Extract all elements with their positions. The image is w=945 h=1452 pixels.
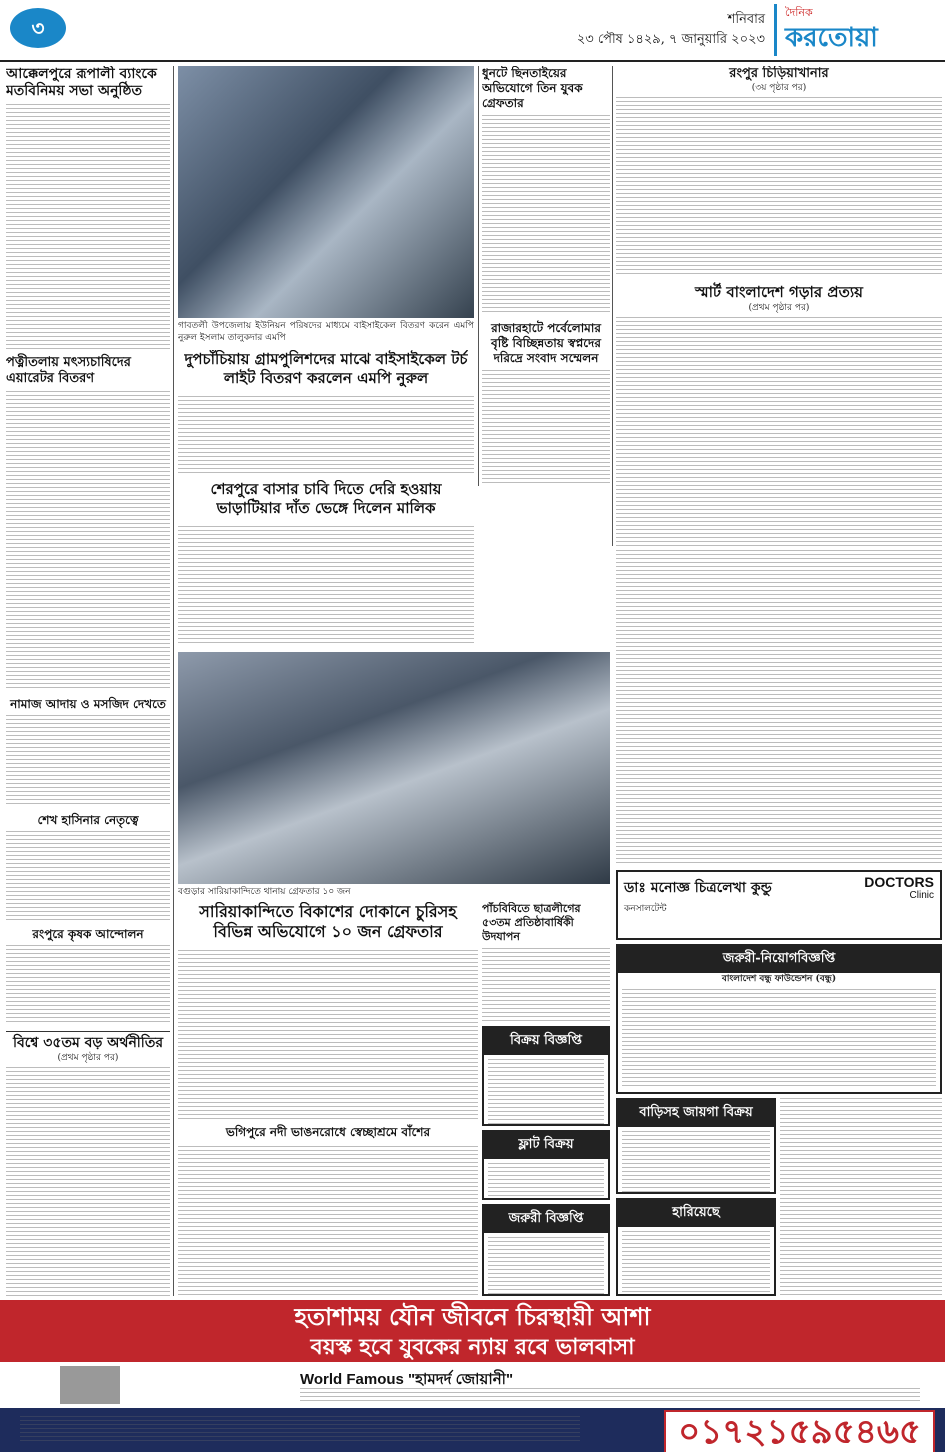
photo-arrested-ten xyxy=(178,652,610,884)
article-body xyxy=(178,526,474,646)
ad-body xyxy=(622,1231,770,1296)
ad-body xyxy=(780,1098,942,1296)
headline-dupchanchia: দুপচাঁচিয়ায় গ্রামপুলিশদের মাঝে বাইসাইকেল টর্চ লাইট বিতরণ করলেন এমপি নুরুল xyxy=(184,350,468,387)
headline-sheikh-hasina: শেখ হাসিনার নেতৃত্বে xyxy=(37,813,139,827)
banner-address xyxy=(20,1416,580,1444)
article-body xyxy=(6,104,170,349)
continued-label: (প্রথম পৃষ্ঠার পর) xyxy=(57,1053,119,1063)
continued-label: (৩য় পৃষ্ঠার পর) xyxy=(751,83,807,93)
banner-text xyxy=(300,1388,920,1404)
column-left xyxy=(6,66,170,1296)
world-famous-label: World Famous "হামদর্দ জোয়ানী" xyxy=(300,1371,514,1388)
ad-land xyxy=(616,1098,776,1194)
doctors-sub: Clinic xyxy=(909,890,934,901)
banner-line-1: হতাশাময় যৌন জীবনে চিরস্থায়ী আশা xyxy=(294,1302,651,1331)
article-body xyxy=(482,115,610,315)
headline-akkelpur: আক্কেলপুরে রূপালী ব্যাংকে মতবিনিময় সভা অনুষ্ঠিত xyxy=(6,66,157,99)
column-divider xyxy=(612,66,613,546)
consultant-label: কনসালটেন্ট xyxy=(624,904,667,914)
masthead xyxy=(0,0,945,62)
article-body xyxy=(482,948,610,1022)
ad-title: বাড়িসহ জায়গা বিক্রয় xyxy=(618,1100,774,1127)
product-photo xyxy=(60,1366,120,1404)
dateline xyxy=(577,10,765,50)
doctor-name: ডাঃ মনোজ্ঞ চিত্রলেখা কুন্ডু xyxy=(624,879,772,896)
headline-panchbibi: পাঁচবিবিতে ছাত্রলীগের ৫৩তম প্রতিষ্ঠাবার্ষিকী উদযাপন xyxy=(482,902,581,943)
headline-rajarhat: রাজারহাটে পর্বেলোমার বৃষ্টি বিচ্ছিন্নতায় স্বপ্নদের দরিদ্রে সংবাদ সম্মেলন xyxy=(491,321,601,365)
logo-name: করতোয়া xyxy=(785,23,878,53)
article-body xyxy=(616,97,942,277)
ad-title: হারিয়েছে xyxy=(618,1200,774,1227)
article-body xyxy=(6,945,170,1025)
headline-sariakandi: সারিয়াকান্দিতে বিকাশের দোকানে চুরিসহ বিভিন্ন অভিযোগে ১০ জন গ্রেফতার xyxy=(199,902,457,941)
headline-namaz: নামাজ আদায় ও মসজিদ দেখতে xyxy=(10,697,166,711)
banner-body xyxy=(0,1362,945,1408)
banner-ad xyxy=(0,1300,945,1452)
column-right xyxy=(616,66,942,546)
headline-bhagipur: ভগিপুরে নদী ভাঙনরোধে স্বেচ্ছাশ্রমে বাঁশের xyxy=(225,1125,431,1139)
headline-patnitala: পত্নীতলায় মৎস্যচাষিদের এয়ারেটর বিতরণ xyxy=(6,355,131,386)
ad-doctors xyxy=(616,870,942,940)
day-label: শনিবার xyxy=(727,12,765,27)
headline-smart-bangladesh: স্মার্ট বাংলাদেশ গড়ার প্রত্যয় xyxy=(694,283,864,301)
date-label: ২৩ পৌষ ১৪২৯, ৭ জানুয়ারি ২০২৩ xyxy=(576,32,765,47)
ad-body xyxy=(622,1131,770,1194)
headline-economy: বিশ্বে ৩৫তম বড় অর্থনীতির xyxy=(6,1031,170,1052)
ad-body xyxy=(488,1163,604,1200)
article-body xyxy=(178,950,478,1120)
article-body xyxy=(616,550,942,866)
headline-rangpur-zoo: রংপুর চিড়িয়াখানার xyxy=(729,66,829,81)
ad-body xyxy=(488,1237,604,1296)
ad-urgent-notice xyxy=(482,1204,610,1296)
ad-header xyxy=(618,872,940,903)
photo-bicycle-distribution xyxy=(178,66,474,318)
ad-title: বিক্রয় বিজ্ঞপ্তি xyxy=(484,1028,608,1055)
column-divider xyxy=(478,66,479,486)
article-body xyxy=(6,715,170,807)
headline-dhunot: ধুনটে ছিনতাইয়ের অভিযোগে তিন যুবক গ্রেফতার xyxy=(482,66,583,110)
continued-label: (প্রথম পৃষ্ঠার পর) xyxy=(748,303,810,313)
newspaper-logo xyxy=(774,4,931,56)
photo-caption: গাবতলী উপজেলায় ইউনিয়ন পরিষদের মাধ্যমে বাইসাইকেল বিতরণ করেন এমপি নুরুল ইসলাম তালুকদার এমপি xyxy=(178,321,474,343)
ad-body xyxy=(488,1059,604,1126)
photo-caption: বগুড়ার সারিয়াকান্দিতে থানায় গ্রেফতার ১০ জন xyxy=(178,887,351,897)
ad-body xyxy=(622,989,936,1089)
ad-lost xyxy=(616,1198,776,1296)
jobs-org: বাংলাদেশ বন্ধু ফাউন্ডেশন (বন্ধু) xyxy=(721,974,837,984)
ad-title: জরুরী-নিয়োগবিজ্ঞপ্তি xyxy=(618,946,940,973)
headline-sherpur: শেরপুরে বাসার চাবি দিতে দেরি হওয়ায় ভাড়াটিয়ার দাঁত ভেঙ্গে দিলেন মালিক xyxy=(210,480,442,517)
banner-headline xyxy=(0,1300,945,1362)
ad-sale-notice xyxy=(482,1026,610,1126)
ad-flat-sale xyxy=(482,1130,610,1200)
ad-title: ফ্লাট বিক্রয় xyxy=(484,1132,608,1159)
headline-rangpur: রংপুরে কৃষক আন্দোলন xyxy=(32,927,144,941)
article-body xyxy=(6,391,170,691)
article-body xyxy=(616,317,942,546)
article-body xyxy=(6,831,170,921)
column-middle xyxy=(482,66,610,486)
article-body xyxy=(178,396,474,476)
column-divider xyxy=(173,66,174,1296)
ad-title: জরুরী বিজ্ঞপ্তি xyxy=(484,1206,608,1233)
banner-contact xyxy=(0,1408,945,1452)
article-body xyxy=(6,1067,170,1296)
article-body xyxy=(178,1146,478,1296)
column-middle-lower xyxy=(482,902,610,1022)
doctors-title: DOCTORS xyxy=(864,874,934,890)
article-body xyxy=(482,370,610,486)
phone-number: ০১৭২১৫৯৫৪৬৫ xyxy=(664,1410,935,1452)
page-number: ৩ xyxy=(10,8,66,48)
doctors-logo xyxy=(864,874,934,901)
banner-line-2: বয়স্ক হবে যুবকের ন্যায় রবে ভালবাসা xyxy=(310,1334,635,1360)
logo-prefix: দৈনিক xyxy=(785,6,813,19)
ad-jobs xyxy=(616,944,942,1094)
